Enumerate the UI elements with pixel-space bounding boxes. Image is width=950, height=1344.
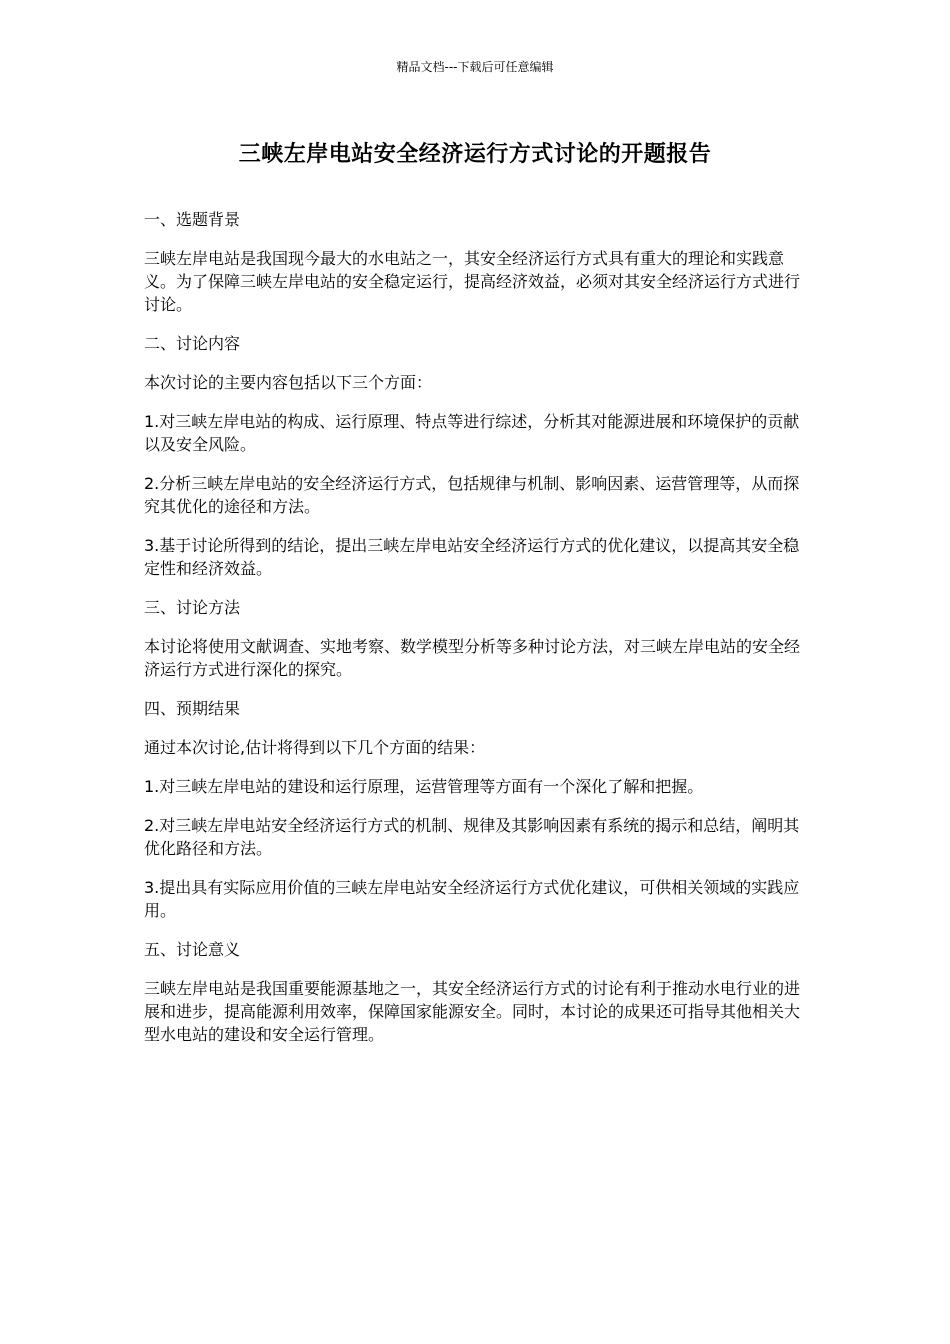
document-body — [144, 208, 806, 1062]
paragraph-content-intro: 本次讨论的主要内容包括以下三个方面： — [144, 373, 433, 392]
list-item-results-3: 3.提出具有实际应用价值的三峡左岸电站安全经济运行方式优化建议，可供相关领域的实践应用。 — [144, 878, 800, 920]
document-title: 三峡左岸电站安全经济运行方式讨论的开题报告 — [238, 142, 712, 167]
list-item-results-2: 2.对三峡左岸电站安全经济运行方式的机制、规律及其影响因素有系统的揭示和总结，阐明其优化路径和方法。 — [144, 816, 800, 858]
paragraph-method: 本讨论将使用文献调查、实地考察、数学模型分析等多种讨论方法，对三峡左岸电站的安全经济运行方式进行深化的探究。 — [144, 637, 801, 679]
paragraph-significance: 三峡左岸电站是我国重要能源基地之一，其安全经济运行方式的讨论有利于推动水电行业的进展和进步，提高能源利用效率，保障国家能源安全。同时，本讨论的成果还可指导其他相关大型水电站的建设和安全运行管理。 — [144, 979, 801, 1044]
list-item-content-3: 3.基于讨论所得到的结论，提出三峡左岸电站安全经济运行方式的优化建议，以提高其安全稳定性和经济效益。 — [144, 536, 800, 578]
section-heading-background: 一、选题背景 — [144, 210, 241, 229]
paragraph-background: 三峡左岸电站是我国现今最大的水电站之一，其安全经济运行方式具有重大的理论和实践意义。为了保障三峡左岸电站的安全稳定运行，提高经济效益，必须对其安全经济运行方式进行讨论。 — [144, 249, 801, 314]
section-heading-results: 四、预期结果 — [144, 699, 241, 718]
paragraph-results-intro: 通过本次讨论,估计将得到以下几个方面的结果： — [144, 738, 486, 757]
header-note: 精品文档---下载后可任意编辑 — [396, 60, 554, 74]
list-item-content-2: 2.分析三峡左岸电站的安全经济运行方式，包括规律与机制、影响因素、运营管理等，从而探究其优化的途径和方法。 — [144, 474, 800, 516]
list-item-results-1: 1.对三峡左岸电站的建设和运行原理，运营管理等方面有一个深化了解和把握。 — [144, 777, 704, 796]
section-heading-method: 三、讨论方法 — [144, 598, 241, 617]
section-heading-content: 二、讨论内容 — [144, 334, 241, 353]
list-item-content-1: 1.对三峡左岸电站的构成、运行原理、特点等进行综述，分析其对能源进展和环境保护的贡献以及安全风险。 — [144, 412, 800, 454]
section-heading-significance: 五、讨论意义 — [144, 940, 241, 959]
